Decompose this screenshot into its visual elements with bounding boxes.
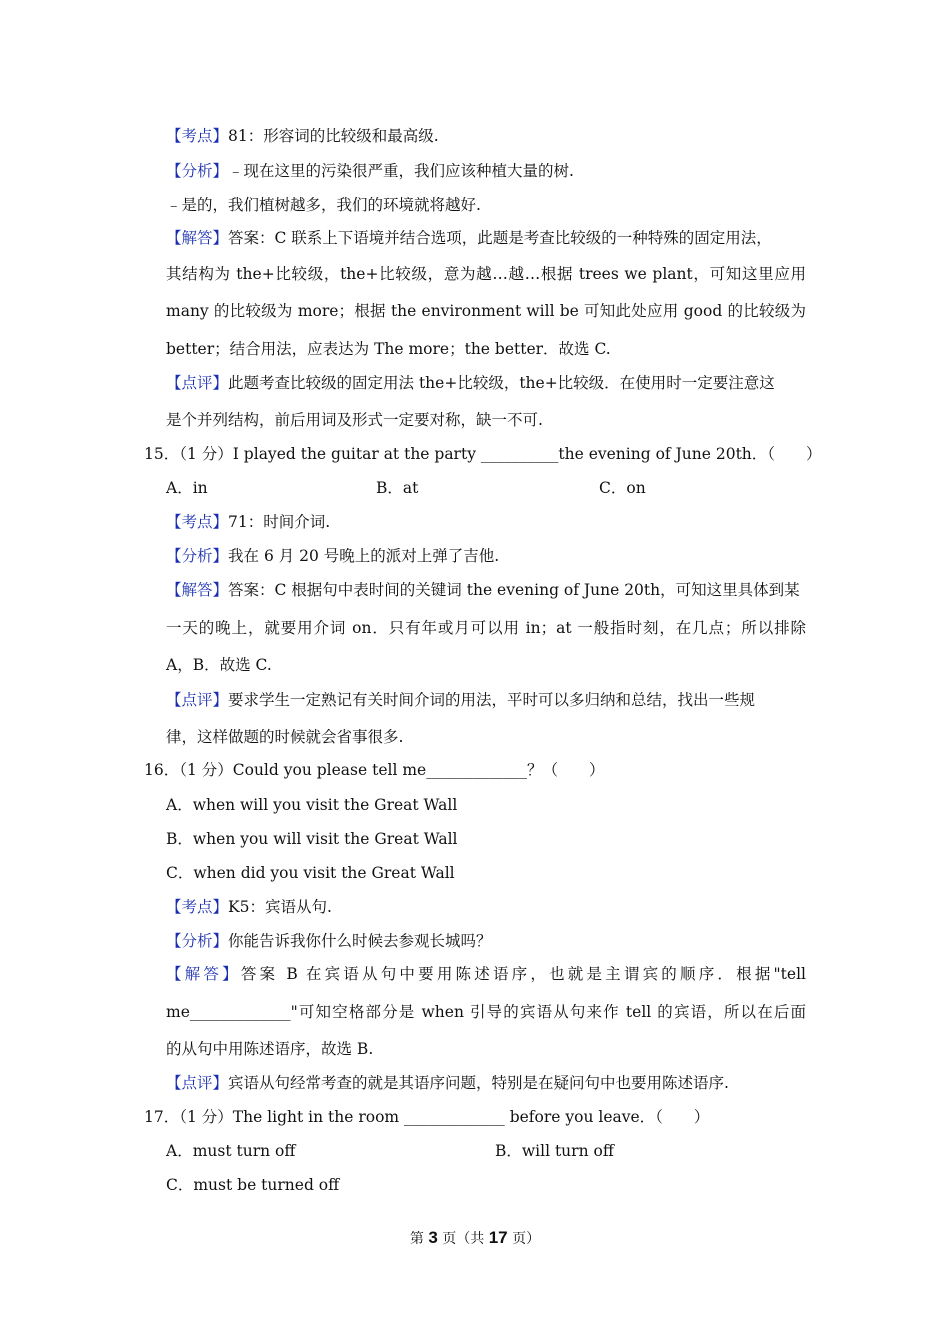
q14-jieda-line3: many 的比较级为 more；根据 the environment will be 可知此处应用 good 的比较级为 [166,302,806,320]
q15-option-a: A．in [166,479,208,497]
q16-jieda-line3: 的从句中用陈述语序，故选 B. [166,1040,374,1058]
jieda-tag: 【解答】 [166,965,241,983]
dianping-tag: 【点评】 [166,1074,229,1092]
q16-option-b: B．when you will visit the Great Wall [166,830,458,848]
q14-jieda-line4: better；结合用法，应表达为 The more；the better．故选 C. [166,340,611,358]
q15-stem: 15．（1 分）I played the guitar at the party __________the evening of June 20th．（ ） [144,445,822,463]
q17-stem: 17．（1 分）The light in the room _____________ before you leave．（ ） [144,1108,710,1126]
q15-fenxi: 【分析】我在 6 月 20 号晚上的派对上弹了吉他. [166,547,500,565]
q14-kaodian: 【考点】81：形容词的比较级和最高级. [166,127,439,145]
q16-dianping: 【点评】宾语从句经常考查的就是其语序问题，特别是在疑问句中也要用陈述语序. [166,1074,729,1092]
q15-option-b: B．at [376,479,419,497]
q17-option-b: B．will turn off [495,1142,614,1160]
q15-jieda: 【解答】答案：C 根据句中表时间的关键词 the evening of June 20th，可知这里具体到某 [166,581,800,599]
jieda-tag: 【解答】 [166,229,229,247]
q16-stem: 16．（1 分）Could you please tell me_____________？（ ） [144,761,605,779]
q15-dianping: 【点评】要求学生一定熟记有关时间介词的用法，平时可以多归纳和总结，找出一些规 [166,691,756,709]
q14-dianping-line2: 是个并列结构，前后用词及形式一定要对称，缺一不可. [166,411,543,429]
q16-option-c: C．when did you visit the Great Wall [166,864,455,882]
q16-fenxi: 【分析】你能告诉我你什么时候去参观长城吗？ [166,932,492,950]
current-page-number: 3 [428,1228,438,1247]
q17-option-c: C．must be turned off [166,1176,340,1194]
q15-option-c: C．on [599,479,646,497]
q15-jieda-line2: 一天的晚上，就要用介词 on．只有年或月可以用 in；at 一般指时刻，在几点；所以排除 [166,619,806,637]
fenxi-tag: 【分析】 [166,932,229,950]
page-footer: 第 3 页（共 17 页） [409,1228,541,1247]
q14-jieda-line2: 其结构为 the+比较级，the+比较级，意为越…越…根据 trees we plant，可知这里应用 [166,265,806,283]
q14-dianping: 【点评】此题考查比较级的固定用法 the+比较级，the+比较级．在使用时一定要注意这 [166,374,775,392]
kaodian-tag: 【考点】 [166,127,229,145]
q15-kaodian: 【考点】71：时间介词. [166,513,331,531]
q16-jieda-line2: me_____________"可知空格部分是 when 引导的宾语从句来作 tell 的宾语，所以在后面 [166,1003,806,1021]
q14-fenxi-line2: ﹣是的，我们植树越多，我们的环境就将越好. [166,196,481,214]
q16-option-a: A．when will you visit the Great Wall [166,796,458,814]
q14-jieda: 【解答】答案：C 联系上下语境并结合选项，此题是考查比较级的一种特殊的固定用法， [166,229,772,247]
fenxi-tag: 【分析】 [166,547,229,565]
q14-fenxi: 【分析】﹣现在这里的污染很严重，我们应该种植大量的树. [166,162,574,180]
total-page-number: 17 [488,1228,508,1247]
kaodian-tag: 【考点】 [166,898,229,916]
fenxi-tag: 【分析】 [166,162,229,180]
q15-jieda-line3: A，B．故选 C. [166,656,272,674]
q15-dianping-line2: 律，这样做题的时候就会省事很多. [166,728,404,746]
kaodian-tag: 【考点】 [166,513,229,531]
dianping-tag: 【点评】 [166,691,229,709]
q17-option-a: A．must turn off [166,1142,296,1160]
dianping-tag: 【点评】 [166,374,229,392]
q16-jieda: 【解答】答案 B 在宾语从句中要用陈述语序，也就是主谓宾的顺序．根据"tell [166,965,806,983]
jieda-tag: 【解答】 [166,581,229,599]
q16-kaodian: 【考点】K5：宾语从句. [166,898,332,916]
